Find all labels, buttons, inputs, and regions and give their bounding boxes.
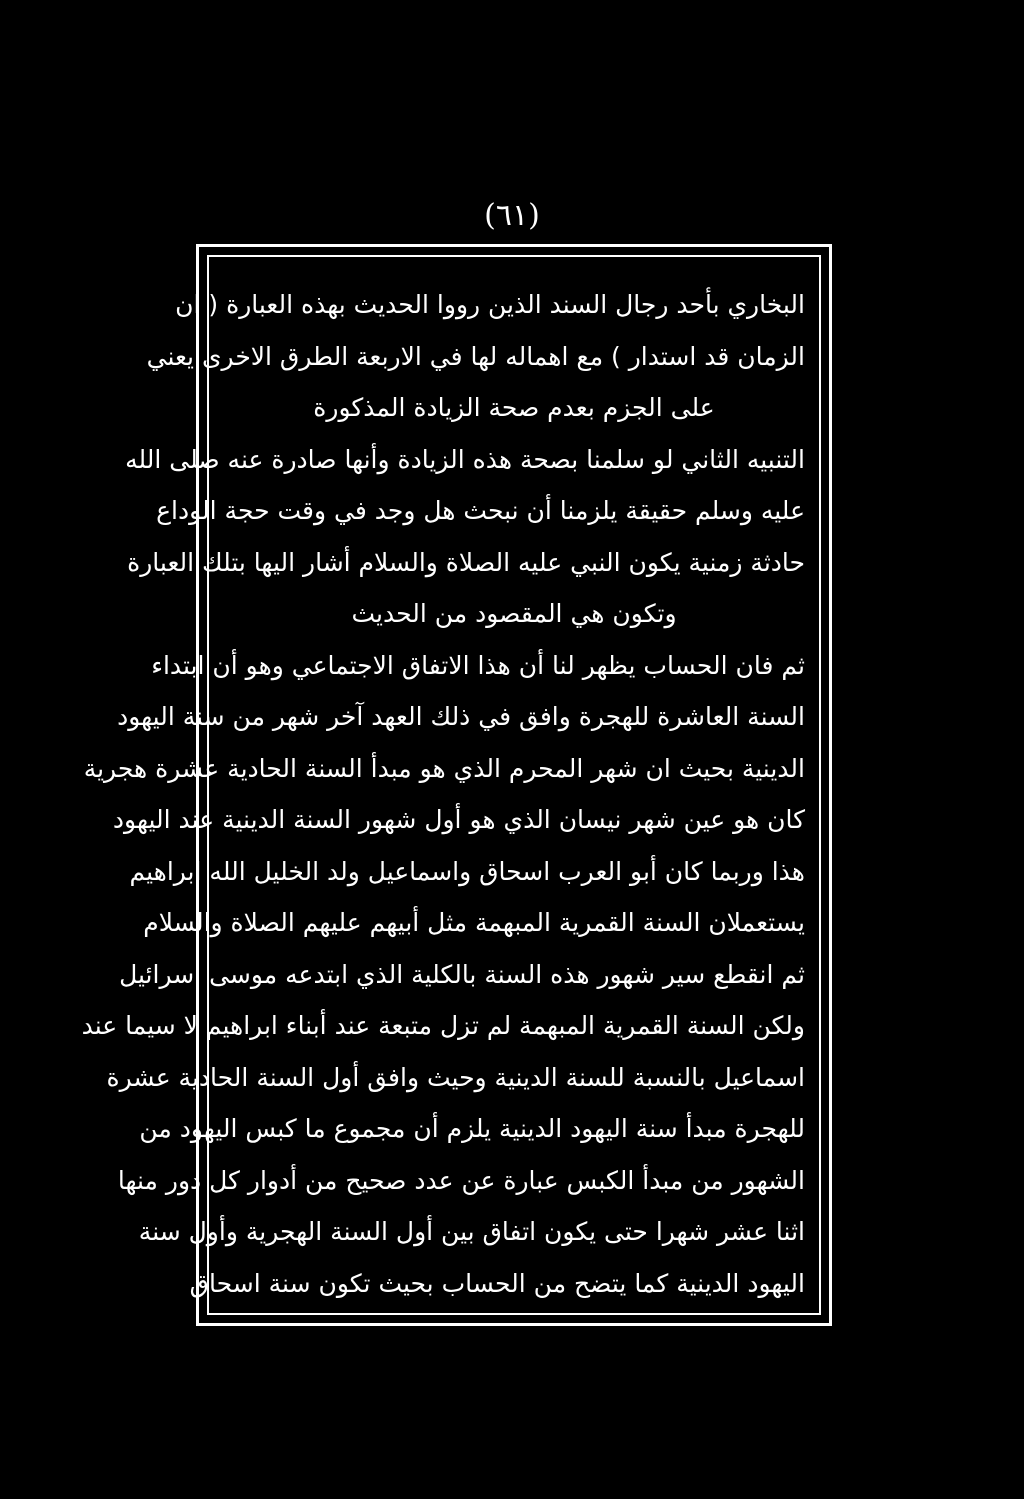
text-line: الشهور من مبدأ الكبس عبارة عن عدد صحيح من أدوار كل دور منها xyxy=(117,1165,805,1195)
text-line: عليه وسلم حقيقة يلزمنا أن نبحث هل وجد في وقت حجة الوداع xyxy=(156,496,805,525)
text-line: ولكن السنة القمرية المبهمة لم تزل متبعة عند أبناء ابراهيم لا سيما عند xyxy=(81,1011,805,1040)
page-border-frame xyxy=(81,244,832,1326)
text-line: ثم انقطع سير شهور هذه السنة بالكلية الذي ابتدعه موسى اسرائيل xyxy=(119,959,805,989)
text-line: الزمان قد استدار ) مع اهماله لها في الاربعة الطرق الاخرى يعني xyxy=(146,341,805,371)
text-line: اليهود الدينية كما يتضح من الحساب بحيث تكون سنة اسحاق xyxy=(189,1268,805,1298)
text-line: يستعملان السنة القمرية المبهمة مثل أبيهم عليهم الصلاة والسلام xyxy=(143,908,805,937)
text-line: كان هو عين شهر نيسان الذي هو أول شهور السنة الدينية عند اليهود xyxy=(112,805,805,834)
body-text xyxy=(81,279,805,1309)
text-line: على الجزم بعدم صحة الزيادة المذكورة xyxy=(313,393,715,422)
text-line: ثم فان الحساب يظهر لنا أن هذا الاتفاق الاجتماعي وهو أن ابتداء xyxy=(151,650,805,680)
text-line: اسماعيل بالنسبة للسنة الدينية وحيث وافق أول السنة الحادية عشرة xyxy=(106,1062,805,1092)
text-line: اثنا عشر شهرا حتى يكون اتفاق بين أول السنة الهجرية وأول سنة xyxy=(138,1217,805,1246)
page-number: (٦١) xyxy=(484,198,540,233)
text-line: هذا وربما كان أبو العرب اسحاق واسماعيل ولد الخليل الله ابراهيم xyxy=(129,856,805,886)
text-line: الدينية بحيث ان شهر المحرم الذي هو مبدأ السنة الحادية عشرة هجرية xyxy=(83,753,805,783)
page-inner-frame xyxy=(81,255,821,1315)
text-line: التنبيه الثاني لو سلمنا بصحة هذه الزيادة وأنها صادرة عنه صلى الله xyxy=(125,444,805,474)
text-line: للهجرة مبدأ سنة اليهود الدينية يلزم أن مجموع ما كبس اليهود من xyxy=(139,1114,805,1143)
text-line: وتكون هي المقصود من الحديث xyxy=(351,599,677,628)
text-line: السنة العاشرة للهجرة وافق في ذلك العهد آخر شهر من سنة اليهود xyxy=(117,702,805,731)
text-line: البخاري بأحد رجال السند الذين رووا الحديث بهذه العبارة ( ان xyxy=(175,290,805,319)
text-line: حادثة زمنية يكون النبي عليه الصلاة والسلام أشار اليها بتلك العبارة xyxy=(127,547,805,577)
